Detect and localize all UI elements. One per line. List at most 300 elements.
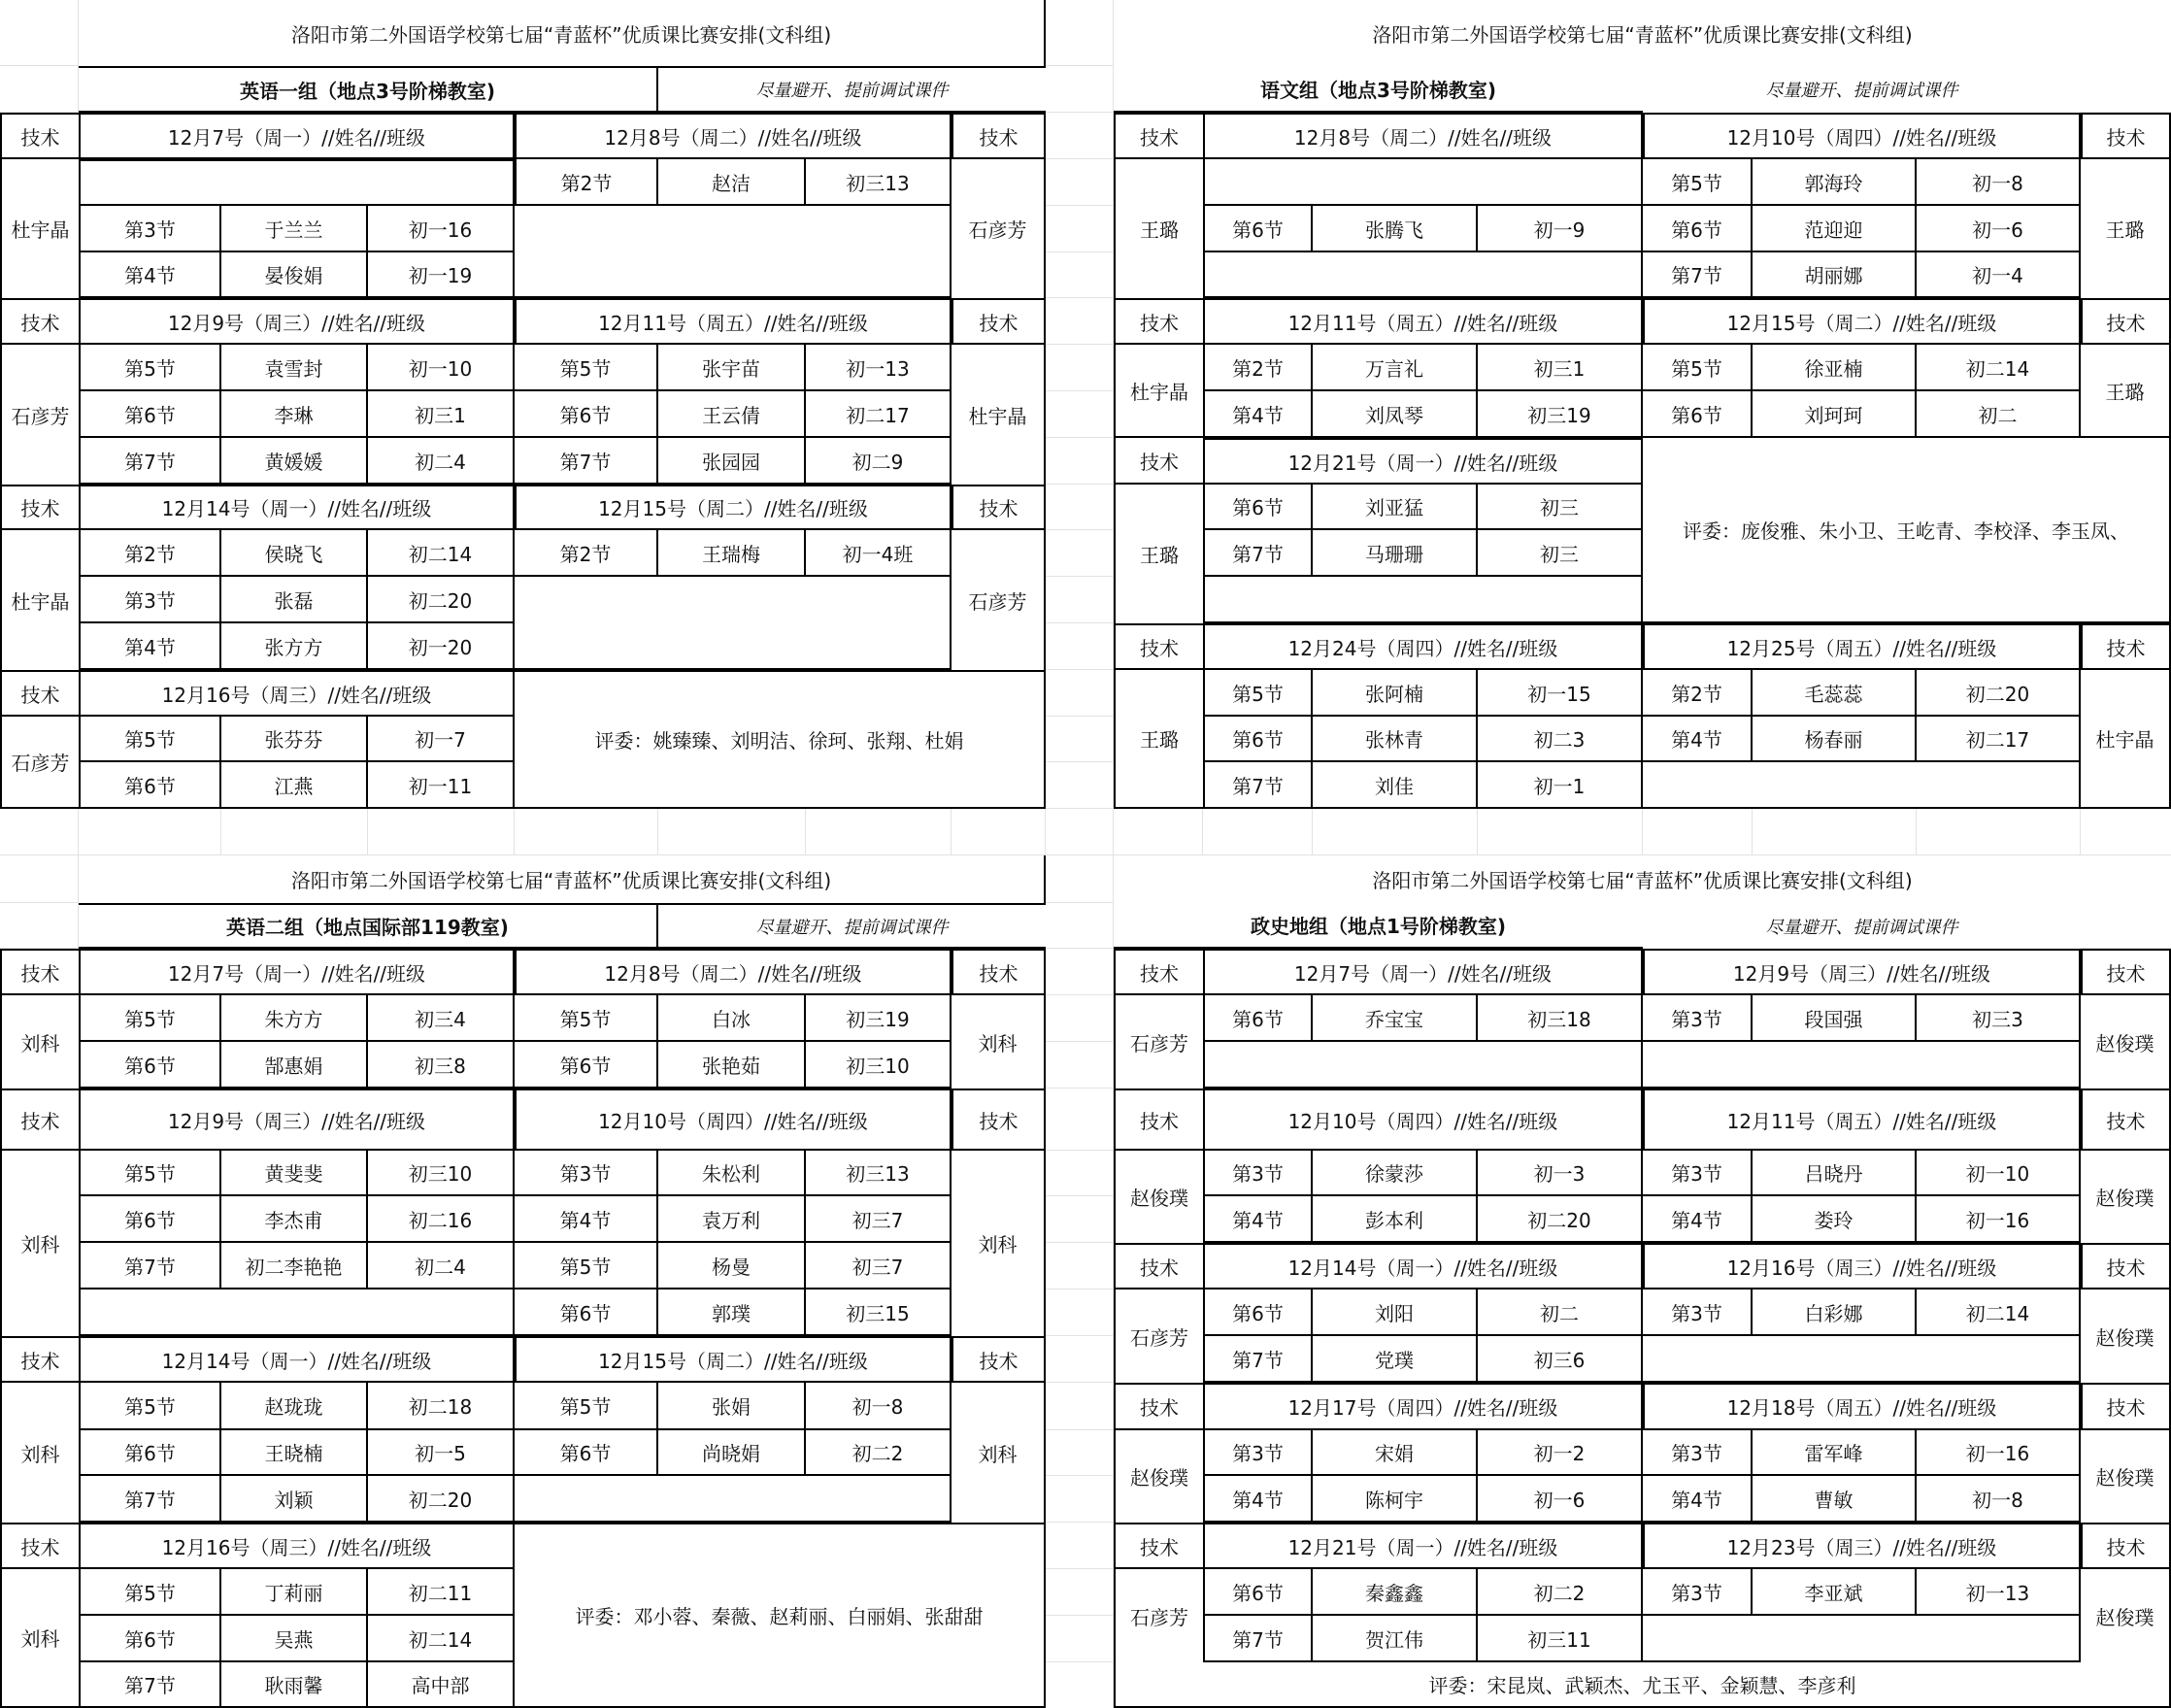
table-cell[interactable]: 乔宝宝: [1313, 995, 1478, 1042]
table-cell[interactable]: 赵俊璞: [2081, 1430, 2171, 1523]
table-cell[interactable]: 初二18: [368, 1383, 515, 1430]
table-cell[interactable]: 段国强: [1753, 995, 1917, 1042]
date-header-cell[interactable]: 12月14号（周一）//姓名//班级: [79, 1336, 515, 1383]
table-cell[interactable]: 郭海玲: [1753, 159, 1917, 206]
period-cell[interactable]: 第3节: [1643, 1430, 1753, 1476]
table-cell[interactable]: 初一13: [806, 345, 952, 391]
table-cell[interactable]: 赵俊璞: [2081, 1151, 2171, 1243]
table-cell[interactable]: 初三10: [806, 1042, 952, 1088]
table-cell[interactable]: 黄媛媛: [221, 438, 368, 485]
table-cell[interactable]: 张林青: [1313, 717, 1478, 762]
tech-label-cell[interactable]: 技术: [1114, 1523, 1203, 1569]
period-cell[interactable]: 第4节: [515, 1196, 658, 1243]
date-header-cell[interactable]: 12月14号（周一）//姓名//班级: [1203, 1243, 1643, 1289]
table-cell[interactable]: 初二14: [1917, 1289, 2081, 1336]
note-cell[interactable]: 尽量避开、提前调试课件: [658, 903, 1046, 949]
table-cell[interactable]: 刘科: [0, 1151, 79, 1336]
date-header-cell[interactable]: 12月25号（周五）//姓名//班级: [1643, 623, 2081, 670]
sheet-title[interactable]: 洛阳市第二外国语学校第七届“青蓝杯”优质课比赛安排(文科组): [1114, 0, 2171, 66]
tech-label-cell[interactable]: 技术: [1114, 623, 1203, 670]
table-cell[interactable]: 王璐: [1114, 670, 1203, 809]
tech-label-cell[interactable]: 技术: [2081, 113, 2171, 159]
period-cell[interactable]: 第4节: [1643, 717, 1753, 762]
table-cell[interactable]: 晏俊娟: [221, 252, 368, 298]
table-cell[interactable]: 初二16: [368, 1196, 515, 1243]
table-cell[interactable]: 初一10: [1917, 1151, 2081, 1196]
date-header-cell[interactable]: 12月8号（周二）//姓名//班级: [515, 949, 952, 995]
table-cell[interactable]: 初一6: [1917, 206, 2081, 252]
table-cell[interactable]: 初二9: [806, 438, 952, 485]
table-cell[interactable]: 袁万利: [658, 1196, 806, 1243]
table-cell[interactable]: 初一4: [1917, 252, 2081, 298]
period-cell[interactable]: 第4节: [1203, 1196, 1313, 1243]
period-cell[interactable]: 第5节: [515, 1383, 658, 1430]
table-cell[interactable]: 初一16: [1917, 1430, 2081, 1476]
table-cell[interactable]: 赵俊璞: [2081, 995, 2171, 1088]
period-cell[interactable]: 第3节: [1203, 1151, 1313, 1196]
table-cell[interactable]: 赵俊璞: [2081, 1289, 2171, 1383]
table-cell[interactable]: 刘珂珂: [1753, 391, 1917, 438]
tech-label-cell[interactable]: 技术: [2081, 1088, 2171, 1151]
period-cell[interactable]: 第6节: [1203, 717, 1313, 762]
judges-cell[interactable]: 评委：姚臻臻、刘明洁、徐珂、张翔、杜娟: [515, 670, 1046, 809]
table-cell[interactable]: 杜宇晶: [1114, 345, 1203, 438]
period-cell[interactable]: 第2节: [1643, 670, 1753, 717]
table-cell[interactable]: 秦鑫鑫: [1313, 1569, 1478, 1616]
tech-label-cell[interactable]: 技术: [2081, 949, 2171, 995]
date-header-cell[interactable]: 12月10号（周四）//姓名//班级: [1203, 1088, 1643, 1151]
table-cell[interactable]: 刘科: [0, 995, 79, 1088]
period-cell[interactable]: 第2节: [79, 530, 221, 577]
tech-label-cell[interactable]: 技术: [0, 298, 79, 345]
period-cell[interactable]: 第3节: [79, 577, 221, 623]
date-header-cell[interactable]: 12月15号（周二）//姓名//班级: [515, 485, 952, 530]
table-cell[interactable]: 初二14: [368, 1616, 515, 1662]
table-cell[interactable]: 刘科: [0, 1383, 79, 1523]
table-cell[interactable]: 初二20: [368, 577, 515, 623]
table-cell[interactable]: 雷军峰: [1753, 1430, 1917, 1476]
table-cell[interactable]: 刘颖: [221, 1476, 368, 1523]
table-cell[interactable]: 杜宇晶: [0, 530, 79, 670]
date-header-cell[interactable]: 12月11号（周五）//姓名//班级: [1643, 1088, 2081, 1151]
tech-label-cell[interactable]: 技术: [952, 1088, 1046, 1151]
period-cell[interactable]: 第6节: [515, 391, 658, 438]
sheet-title[interactable]: 洛阳市第二外国语学校第七届“青蓝杯”优质课比赛安排(文科组): [1114, 855, 2171, 903]
table-cell[interactable]: 初三7: [806, 1243, 952, 1289]
table-cell[interactable]: 彭本利: [1313, 1196, 1478, 1243]
empty-cell[interactable]: [1203, 577, 1643, 623]
period-cell[interactable]: 第7节: [1643, 252, 1753, 298]
date-header-cell[interactable]: 12月14号（周一）//姓名//班级: [79, 485, 515, 530]
date-header-cell[interactable]: 12月18号（周五）//姓名//班级: [1643, 1383, 2081, 1430]
group-heading[interactable]: 英语二组（地点国际部119教室): [79, 903, 658, 949]
tech-label-cell[interactable]: 技术: [2081, 623, 2171, 670]
period-cell[interactable]: 第5节: [79, 1151, 221, 1196]
tech-label-cell[interactable]: 技术: [1114, 298, 1203, 345]
table-cell[interactable]: 初二20: [1917, 670, 2081, 717]
date-header-cell[interactable]: 12月7号（周一）//姓名//班级: [1203, 949, 1643, 995]
date-header-cell[interactable]: 12月7号（周一）//姓名//班级: [79, 113, 515, 159]
table-cell[interactable]: 李琳: [221, 391, 368, 438]
note-cell[interactable]: 尽量避开、提前调试课件: [1643, 903, 2081, 949]
period-cell[interactable]: 第6节: [79, 1196, 221, 1243]
period-cell[interactable]: 第5节: [79, 717, 221, 762]
period-cell[interactable]: 第5节: [1643, 159, 1753, 206]
tech-label-cell[interactable]: 技术: [0, 1523, 79, 1569]
table-cell[interactable]: 王璐: [1114, 485, 1203, 623]
table-cell[interactable]: 初二: [1478, 1289, 1643, 1336]
table-cell[interactable]: 袁雪封: [221, 345, 368, 391]
period-cell[interactable]: 第4节: [79, 623, 221, 670]
tech-label-cell[interactable]: 技术: [952, 1336, 1046, 1383]
date-header-cell[interactable]: 12月24号（周四）//姓名//班级: [1203, 623, 1643, 670]
note-cell[interactable]: 尽量避开、提前调试课件: [1643, 66, 2081, 113]
table-cell[interactable]: 刘亚猛: [1313, 485, 1478, 530]
group-heading[interactable]: 语文组（地点3号阶梯教室): [1114, 66, 1643, 113]
tech-label-cell[interactable]: 技术: [2081, 298, 2171, 345]
date-header-cell[interactable]: 12月8号（周二）//姓名//班级: [515, 113, 952, 159]
empty-cell[interactable]: [79, 159, 515, 206]
period-cell[interactable]: 第7节: [1203, 1336, 1313, 1383]
period-cell[interactable]: 第6节: [79, 1430, 221, 1476]
period-cell[interactable]: 第4节: [1203, 1476, 1313, 1523]
table-cell[interactable]: 宋娟: [1313, 1430, 1478, 1476]
period-cell[interactable]: 第6节: [79, 762, 221, 809]
table-cell[interactable]: 刘佳: [1313, 762, 1478, 809]
table-cell[interactable]: 石彦芳: [1114, 1289, 1203, 1383]
period-cell[interactable]: 第5节: [79, 995, 221, 1042]
tech-label-cell[interactable]: 技术: [2081, 1243, 2171, 1289]
table-cell[interactable]: 初一10: [368, 345, 515, 391]
period-cell[interactable]: 第5节: [79, 1569, 221, 1616]
table-cell[interactable]: 初三13: [806, 1151, 952, 1196]
table-cell[interactable]: 初三6: [1478, 1336, 1643, 1383]
tech-label-cell[interactable]: 技术: [1114, 438, 1203, 485]
table-cell[interactable]: 初一20: [368, 623, 515, 670]
table-cell[interactable]: 初二14: [1917, 345, 2081, 391]
tech-label-cell[interactable]: 技术: [0, 1088, 79, 1151]
table-cell[interactable]: 毛蕊蕊: [1753, 670, 1917, 717]
table-cell[interactable]: 杜宇晶: [0, 159, 79, 298]
table-cell[interactable]: 初一7: [368, 717, 515, 762]
table-cell[interactable]: 初一19: [368, 252, 515, 298]
tech-label-cell[interactable]: 技术: [952, 485, 1046, 530]
table-cell[interactable]: 刘科: [952, 995, 1046, 1088]
judges-cell[interactable]: 评委：庞俊雅、朱小卫、王屹青、李校泽、李玉凤、: [1643, 438, 2171, 623]
table-cell[interactable]: 刘阳: [1313, 1289, 1478, 1336]
sheet-title[interactable]: 洛阳市第二外国语学校第七届“青蓝杯”优质课比赛安排(文科组): [79, 855, 1046, 903]
table-cell[interactable]: 初一5: [368, 1430, 515, 1476]
table-cell[interactable]: 王晓楠: [221, 1430, 368, 1476]
period-cell[interactable]: 第5节: [1643, 345, 1753, 391]
table-cell[interactable]: 黄斐斐: [221, 1151, 368, 1196]
period-cell[interactable]: 第3节: [1643, 1289, 1753, 1336]
period-cell[interactable]: 第2节: [515, 530, 658, 577]
tech-label-cell[interactable]: 技术: [1114, 113, 1203, 159]
table-cell[interactable]: 赵洁: [658, 159, 806, 206]
period-cell[interactable]: 第6节: [515, 1042, 658, 1088]
tech-label-cell[interactable]: 技术: [2081, 1383, 2171, 1430]
table-cell[interactable]: 万言礼: [1313, 345, 1478, 391]
period-cell[interactable]: 第6节: [515, 1430, 658, 1476]
date-header-cell[interactable]: 12月9号（周三）//姓名//班级: [79, 1088, 515, 1151]
table-cell[interactable]: 初二17: [1917, 717, 2081, 762]
table-cell[interactable]: 杨春丽: [1753, 717, 1917, 762]
date-header-cell[interactable]: 12月11号（周五）//姓名//班级: [515, 298, 952, 345]
date-header-cell[interactable]: 12月9号（周三）//姓名//班级: [1643, 949, 2081, 995]
table-cell[interactable]: 初二4: [368, 1243, 515, 1289]
period-cell[interactable]: 第5节: [79, 1383, 221, 1430]
empty-cell[interactable]: [79, 1289, 515, 1336]
date-header-cell[interactable]: 12月21号（周一）//姓名//班级: [1203, 1523, 1643, 1569]
tech-label-cell[interactable]: 技术: [1114, 1383, 1203, 1430]
table-cell[interactable]: 石彦芳: [952, 159, 1046, 298]
table-cell[interactable]: 张宇苗: [658, 345, 806, 391]
period-cell[interactable]: 第6节: [1203, 206, 1313, 252]
period-cell[interactable]: 第7节: [79, 1662, 221, 1708]
table-cell[interactable]: 于兰兰: [221, 206, 368, 252]
table-cell[interactable]: 徐蒙莎: [1313, 1151, 1478, 1196]
table-cell[interactable]: 张腾飞: [1313, 206, 1478, 252]
period-cell[interactable]: 第3节: [1643, 995, 1753, 1042]
table-cell[interactable]: 初三1: [368, 391, 515, 438]
period-cell[interactable]: 第7节: [79, 438, 221, 485]
tech-label-cell[interactable]: 技术: [0, 670, 79, 717]
table-cell[interactable]: 初三: [1478, 530, 1643, 577]
empty-cell[interactable]: [1643, 1616, 2081, 1662]
table-cell[interactable]: 刘科: [952, 1383, 1046, 1523]
table-cell[interactable]: 初二17: [806, 391, 952, 438]
table-cell[interactable]: 侯晓飞: [221, 530, 368, 577]
table-cell[interactable]: 石彦芳: [952, 530, 1046, 670]
table-cell[interactable]: 耿雨馨: [221, 1662, 368, 1708]
table-cell[interactable]: 初一13: [1917, 1569, 2081, 1616]
table-cell[interactable]: 初三15: [806, 1289, 952, 1336]
period-cell[interactable]: 第5节: [515, 345, 658, 391]
table-cell[interactable]: 杜宇晶: [952, 345, 1046, 485]
period-cell[interactable]: 第3节: [1203, 1430, 1313, 1476]
period-cell[interactable]: 第6节: [1203, 995, 1313, 1042]
table-cell[interactable]: 娄玲: [1753, 1196, 1917, 1243]
period-cell[interactable]: 第7节: [1203, 530, 1313, 577]
tech-label-cell[interactable]: 技术: [1114, 1243, 1203, 1289]
table-cell[interactable]: 丁莉丽: [221, 1569, 368, 1616]
table-cell[interactable]: 赵俊璞: [2081, 1569, 2171, 1662]
table-cell[interactable]: 石彦芳: [1114, 995, 1203, 1088]
date-header-cell[interactable]: 12月9号（周三）//姓名//班级: [79, 298, 515, 345]
table-cell[interactable]: 初三3: [1917, 995, 2081, 1042]
table-cell[interactable]: 吕晓丹: [1753, 1151, 1917, 1196]
table-cell[interactable]: 初三19: [1478, 391, 1643, 438]
empty-cell[interactable]: [1203, 159, 1643, 206]
table-cell[interactable]: 郜惠娟: [221, 1042, 368, 1088]
date-header-cell[interactable]: 12月23号（周三）//姓名//班级: [1643, 1523, 2081, 1569]
empty-cell[interactable]: [1643, 1042, 2081, 1088]
table-cell[interactable]: 初二3: [1478, 717, 1643, 762]
table-cell[interactable]: 初一11: [368, 762, 515, 809]
tech-label-cell[interactable]: 技术: [952, 298, 1046, 345]
period-cell[interactable]: 第6节: [79, 1616, 221, 1662]
period-cell[interactable]: 第7节: [515, 438, 658, 485]
date-header-cell[interactable]: 12月11号（周五）//姓名//班级: [1203, 298, 1643, 345]
table-cell[interactable]: 张艳茹: [658, 1042, 806, 1088]
table-cell[interactable]: 王璐: [2081, 159, 2171, 298]
table-cell[interactable]: 初一16: [1917, 1196, 2081, 1243]
judges-cell[interactable]: 评委：邓小蓉、秦薇、赵莉丽、白丽娟、张甜甜: [515, 1523, 1046, 1708]
group-heading[interactable]: 英语一组（地点3号阶梯教室): [79, 66, 658, 113]
table-cell[interactable]: 初一3: [1478, 1151, 1643, 1196]
period-cell[interactable]: 第6节: [79, 1042, 221, 1088]
date-header-cell[interactable]: 12月16号（周三）//姓名//班级: [79, 1523, 515, 1569]
table-cell[interactable]: 初三1: [1478, 345, 1643, 391]
table-cell[interactable]: 曹敏: [1753, 1476, 1917, 1523]
table-cell[interactable]: 初二李艳艳: [221, 1243, 368, 1289]
table-cell[interactable]: 初三18: [1478, 995, 1643, 1042]
table-cell[interactable]: 初三: [1478, 485, 1643, 530]
period-cell[interactable]: 第6节: [1643, 391, 1753, 438]
period-cell[interactable]: 第6节: [79, 391, 221, 438]
table-cell[interactable]: 初一16: [368, 206, 515, 252]
table-cell[interactable]: 郭璞: [658, 1289, 806, 1336]
period-cell[interactable]: 第3节: [1643, 1151, 1753, 1196]
period-cell[interactable]: 第7节: [1203, 1616, 1313, 1662]
group-heading[interactable]: 政史地组（地点1号阶梯教室): [1114, 903, 1643, 949]
tech-label-cell[interactable]: 技术: [1114, 1088, 1203, 1151]
date-header-cell[interactable]: 12月15号（周二）//姓名//班级: [1643, 298, 2081, 345]
table-cell[interactable]: 初一4班: [806, 530, 952, 577]
period-cell[interactable]: 第6节: [515, 1289, 658, 1336]
period-cell[interactable]: 第6节: [1203, 1289, 1313, 1336]
tech-label-cell[interactable]: 技术: [0, 1336, 79, 1383]
sheet-title[interactable]: 洛阳市第二外国语学校第七届“青蓝杯”优质课比赛安排(文科组): [79, 0, 1046, 66]
table-cell[interactable]: 初一15: [1478, 670, 1643, 717]
table-cell[interactable]: 陈柯宇: [1313, 1476, 1478, 1523]
table-cell[interactable]: 初三4: [368, 995, 515, 1042]
table-cell[interactable]: 白冰: [658, 995, 806, 1042]
date-header-cell[interactable]: 12月15号（周二）//姓名//班级: [515, 1336, 952, 1383]
table-cell[interactable]: 朱松利: [658, 1151, 806, 1196]
empty-cell[interactable]: [515, 206, 952, 298]
table-cell[interactable]: 初一2: [1478, 1430, 1643, 1476]
table-cell[interactable]: 张磊: [221, 577, 368, 623]
table-cell[interactable]: 初一8: [806, 1383, 952, 1430]
period-cell[interactable]: 第6节: [1643, 206, 1753, 252]
table-cell[interactable]: 初三13: [806, 159, 952, 206]
table-cell[interactable]: 初二14: [368, 530, 515, 577]
table-cell[interactable]: 初二20: [368, 1476, 515, 1523]
period-cell[interactable]: 第4节: [1643, 1476, 1753, 1523]
table-cell[interactable]: 党璞: [1313, 1336, 1478, 1383]
tech-label-cell[interactable]: 技术: [2081, 1523, 2171, 1569]
period-cell[interactable]: 第3节: [515, 1151, 658, 1196]
table-cell[interactable]: 江燕: [221, 762, 368, 809]
period-cell[interactable]: 第5节: [515, 1243, 658, 1289]
period-cell[interactable]: 第4节: [79, 252, 221, 298]
table-cell[interactable]: 王瑞梅: [658, 530, 806, 577]
table-cell[interactable]: 初二11: [368, 1569, 515, 1616]
period-cell[interactable]: 第4节: [1643, 1196, 1753, 1243]
table-cell[interactable]: 初三8: [368, 1042, 515, 1088]
table-cell[interactable]: 赵珑珑: [221, 1383, 368, 1430]
table-cell[interactable]: 王璐: [1114, 159, 1203, 298]
table-cell[interactable]: 张阿楠: [1313, 670, 1478, 717]
table-cell[interactable]: 初二4: [368, 438, 515, 485]
table-cell[interactable]: 初二: [1917, 391, 2081, 438]
table-cell[interactable]: 初一8: [1917, 1476, 2081, 1523]
date-header-cell[interactable]: 12月10号（周四）//姓名//班级: [1643, 113, 2081, 159]
tech-label-cell[interactable]: 技术: [0, 485, 79, 530]
table-cell[interactable]: 石彦芳: [1114, 1569, 1203, 1662]
empty-cell[interactable]: [515, 577, 952, 670]
tech-label-cell[interactable]: 技术: [952, 113, 1046, 159]
table-cell[interactable]: 石彦芳: [0, 717, 79, 809]
period-cell[interactable]: 第6节: [1203, 485, 1313, 530]
table-cell[interactable]: 初二2: [1478, 1569, 1643, 1616]
judges-cell[interactable]: 评委：宋昆岚、武颖杰、尤玉平、金颖慧、李彦利: [1114, 1662, 2171, 1708]
table-cell[interactable]: 张娟: [658, 1383, 806, 1430]
table-cell[interactable]: 初一9: [1478, 206, 1643, 252]
table-cell[interactable]: 贺江伟: [1313, 1616, 1478, 1662]
table-cell[interactable]: 杜宇晶: [2081, 670, 2171, 809]
table-cell[interactable]: 胡丽娜: [1753, 252, 1917, 298]
period-cell[interactable]: 第7节: [79, 1476, 221, 1523]
tech-label-cell[interactable]: 技术: [952, 949, 1046, 995]
date-header-cell[interactable]: 12月8号（周二）//姓名//班级: [1203, 113, 1643, 159]
empty-cell[interactable]: [1643, 1336, 2081, 1383]
date-header-cell[interactable]: 12月7号（周一）//姓名//班级: [79, 949, 515, 995]
period-cell[interactable]: 第7节: [79, 1243, 221, 1289]
table-cell[interactable]: 赵俊璞: [1114, 1151, 1203, 1243]
table-cell[interactable]: 初一1: [1478, 762, 1643, 809]
table-cell[interactable]: 朱方方: [221, 995, 368, 1042]
table-cell[interactable]: 李亚斌: [1753, 1569, 1917, 1616]
table-cell[interactable]: 初三10: [368, 1151, 515, 1196]
table-cell[interactable]: 初二20: [1478, 1196, 1643, 1243]
table-cell[interactable]: 刘凤琴: [1313, 391, 1478, 438]
table-cell[interactable]: 张芬芬: [221, 717, 368, 762]
table-cell[interactable]: 徐亚楠: [1753, 345, 1917, 391]
table-cell[interactable]: 初三7: [806, 1196, 952, 1243]
date-header-cell[interactable]: 12月21号（周一）//姓名//班级: [1203, 438, 1643, 485]
empty-cell[interactable]: [1203, 1042, 1643, 1088]
empty-cell[interactable]: [1643, 762, 2081, 809]
table-cell[interactable]: 张方方: [221, 623, 368, 670]
table-cell[interactable]: 初一6: [1478, 1476, 1643, 1523]
period-cell[interactable]: 第4节: [1203, 391, 1313, 438]
period-cell[interactable]: 第2节: [515, 159, 658, 206]
table-cell[interactable]: 初二2: [806, 1430, 952, 1476]
period-cell[interactable]: 第3节: [1643, 1569, 1753, 1616]
table-cell[interactable]: 张园园: [658, 438, 806, 485]
table-cell[interactable]: 王璐: [2081, 345, 2171, 438]
table-cell[interactable]: 王云倩: [658, 391, 806, 438]
period-cell[interactable]: 第5节: [79, 345, 221, 391]
period-cell[interactable]: 第7节: [1203, 762, 1313, 809]
note-cell[interactable]: 尽量避开、提前调试课件: [658, 66, 1046, 113]
tech-label-cell[interactable]: 技术: [0, 113, 79, 159]
table-cell[interactable]: 杨曼: [658, 1243, 806, 1289]
table-cell[interactable]: 吴燕: [221, 1616, 368, 1662]
table-cell[interactable]: 刘科: [952, 1151, 1046, 1336]
table-cell[interactable]: 尚晓娟: [658, 1430, 806, 1476]
period-cell[interactable]: 第3节: [79, 206, 221, 252]
table-cell[interactable]: 高中部: [368, 1662, 515, 1708]
table-cell[interactable]: 白彩娜: [1753, 1289, 1917, 1336]
period-cell[interactable]: 第5节: [515, 995, 658, 1042]
table-cell[interactable]: 初三19: [806, 995, 952, 1042]
table-cell[interactable]: 马珊珊: [1313, 530, 1478, 577]
table-cell[interactable]: 范迎迎: [1753, 206, 1917, 252]
